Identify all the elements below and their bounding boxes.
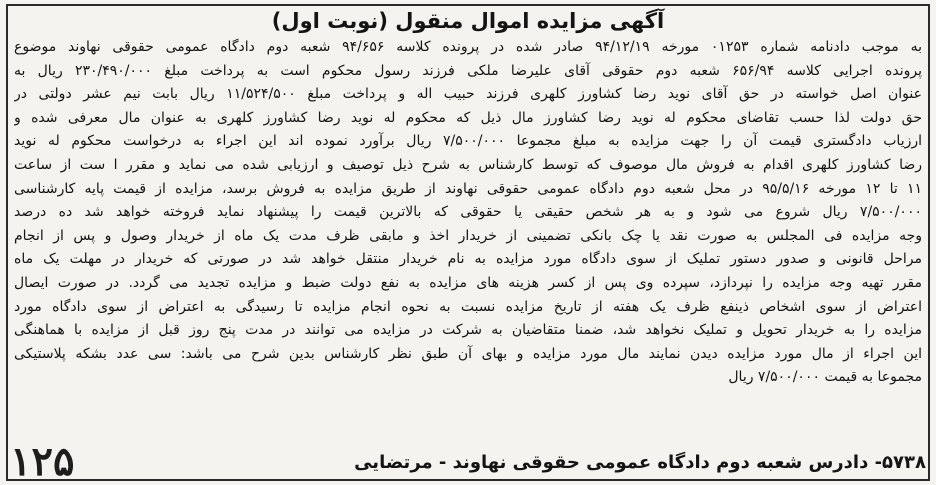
notice-title: آگهی مزایده اموال منقول (نوبت اول) xyxy=(271,9,665,33)
body-line: حق دولت لذا حسب تقاضای محکوم له نوید رضا کشاورز مال ذیل که محکوم له نوید رضا کشاورز کلهری به عنوان مال معرفی شده و xyxy=(14,109,922,126)
body-line: رضا کشاورز کلهری اقدام به فروش مال موصوف که توسط کارشناس به شرح ذیل توصیف و ارزیابی شده می نماید و مقرر ا ست از ساعت xyxy=(14,156,922,173)
body-line: مراحل قانونی و صدور دستور تملیک از سوی دادگاه مورد مزایده به نام خریدار منتقل خواهد شد در صورتی که خریدار در مهلت یک ماه xyxy=(14,251,922,268)
signature-line: ۵۷۳۸- دادرس شعبه دوم دادگاه عمومی حقوقی نهاوند - مرتضایی xyxy=(354,451,926,473)
body-line: اعتراض از سوی اشخاص ذینفع ظرف یک هفته از تاریخ مزایده نسبت به نحوه انجام مزایده تا رسیدگی به اعتراض از سوی دادگاه مورد xyxy=(14,298,922,315)
body-line: ۷/۵۰۰/۰۰۰ ریال شروع می شود و به هر شخص حقیقی یا حقوقی که بالاترین قیمت را پیشنهاد نماید فروخته خواهد شد ده درصد xyxy=(14,204,922,221)
handwritten-number: ۱۲۵ xyxy=(10,438,75,485)
notice-body xyxy=(14,36,922,390)
body-line: این اجراء از مال مورد مزایده دیدن نمایند مال مورد مزایده و بهای آن طبق نظر کارشناس بدین شرح می باشد: سی عدد بشکه پلاستیکی xyxy=(14,345,922,362)
body-line: وجه مزایده فی المجلس به صورت نقد یا چک بانکی تضمینی از خریدار اخذ و مابقی ظرف مدت یک ماه از خریدار وصول و پس از انجام xyxy=(14,227,922,244)
body-line: عنوان اصل خواسته در حق آقای نوید رضا کشاورز کلهری فرزند حبیب اله و پرداخت مبلغ ۱۱/۵۲۴/۵۰۰ ریال بابت نیم عشر دولتی در xyxy=(14,86,922,103)
notice-footer xyxy=(10,438,926,485)
body-line: ارزیاب دادگستری قیمت آن را جهت مزایده به مبلغ مجموعا ۷/۵۰۰/۰۰۰ ریال برآورد نموده اند این اجراء به درخواست محکوم له نوید xyxy=(14,133,922,150)
body-line: مزایده را به خریدار تحویل و تملیک نخواهد شد، ضمنا متقاضیان به شرکت در مزایده می توانند در مدت پنج روز قبل از مزایده با هماهنگی xyxy=(14,322,922,339)
body-line: ۱۱ تا ۱۲ مورخه ۹۵/۵/۱۶ در محل شعبه دوم دادگاه عمومی حقوقی نهاوند از طریق مزایده به فروش برسد، مزایده از قیمت پایه کارشناسی xyxy=(14,180,922,197)
body-line: به موجب دادنامه شماره ۰۱۲۵۳ مورخه ۹۴/۱۲/۱۹ صادر شده در پرونده کلاسه ۹۴/۶۵۶ شعبه دوم دادگاه عمومی حقوقی نهاوند موضوع xyxy=(14,39,922,55)
body-line: پرونده اجرایی کلاسه ۶۵۶/۹۴ شعبه دوم حقوقی آقای علیرضا ملکی فرزند رسول محکوم است به پرداخت مبلغ ۲۳۰/۴۹۰/۰۰۰ ریال به xyxy=(14,62,922,79)
body-line: مقرر تهیه وجه مزایده را نپردازد، سپرده وی پس از کسر هزینه های مزایده به نفع دولت ضبط و مزایده تجدید می گردد. در صورت ایصال xyxy=(14,274,922,291)
body-line: مجموعا به قیمت ۷/۵۰۰/۰۰۰ ریال xyxy=(728,369,922,386)
